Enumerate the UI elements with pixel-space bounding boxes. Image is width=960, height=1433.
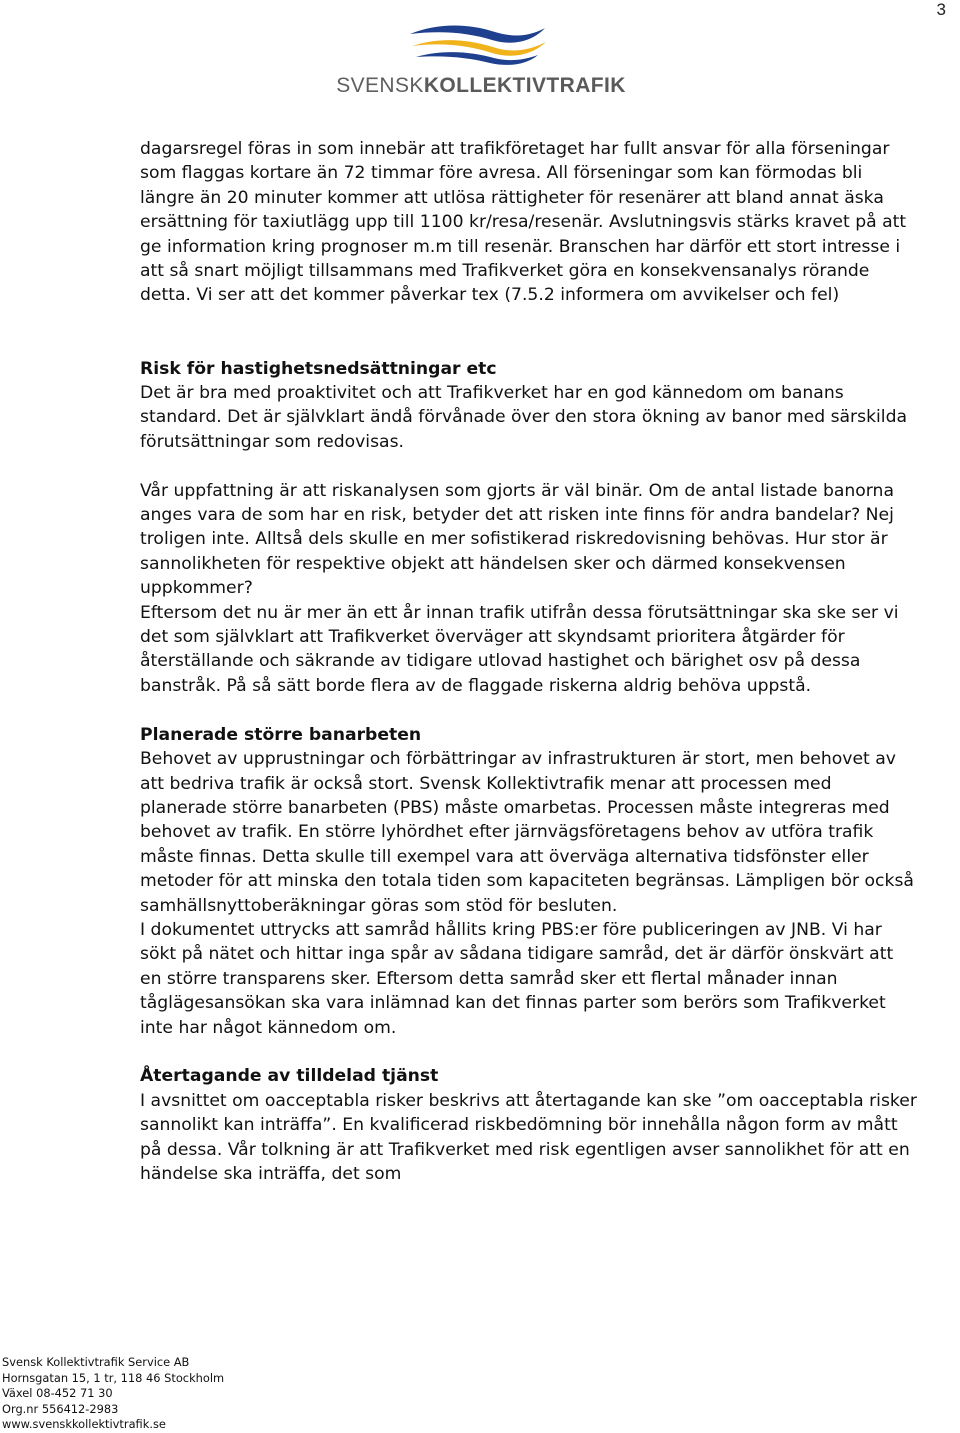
footer <box>2 1355 224 1433</box>
footer-website[interactable]: www.svenskkollektivtrafik.se <box>2 1417 166 1432</box>
page-number: 3 <box>936 0 946 19</box>
paragraph: Eftersom det nu är mer än ett år innan trafik utifrån dessa förutsättningar ska ske ser vi det som självklart att Trafikverket överväger att skyndsamt prioritera åtgärder för återställande och säkrande av tidigare utlovad hastighet och bärighet osv på dessa banstråk. På så sätt borde flera av de flaggade riskerna aldrig behöva uppstå. <box>140 602 899 696</box>
paragraph: I dokumentet uttrycks att samråd hållits kring PBS:er före publiceringen av JNB. Vi har sökt på nätet och hittar inga spår av sådana tidigare samråd, det är därför önskvärt att en större transparens sker. Eftersom detta samråd sker ett flertal månader innan tåglägesansökan ska vara inlämnad kan det finnas parter som berörs som Trafikverket inte har något kännedom om. <box>140 919 894 1038</box>
logo-waves-icon <box>400 18 550 66</box>
letter-body <box>140 137 920 1186</box>
footer-company: Svensk Kollektivtrafik Service AB <box>2 1355 190 1369</box>
logo-text-light: SVENSK <box>336 74 424 97</box>
footer-address: Hornsgatan 15, 1 tr, 118 46 Stockholm <box>2 1370 225 1385</box>
section-heading-risk: Risk för hastighetsnedsättningar etc <box>140 358 497 379</box>
footer-org-nr: Org.nr 556412-2983 <box>2 1401 119 1416</box>
company-logo <box>330 18 632 100</box>
paragraph: Vår uppfattning är att riskanalysen som gjorts är väl binär. Om de antal listade banorna anges vara de som har en risk, betyder det att risken inte finns för andra bandelar? Nej troligen inte. Alltså dels skulle en mer sofistikerad riskredovisning behövas. Hur stor är sannolikheten för respektive objekt att händelsen sker och därmed konsekvensen uppkommer? <box>140 480 894 599</box>
intro-paragraph: dagarsregel föras in som innebär att trafikföretaget har fullt ansvar för alla förseningar som flaggas kortare än 72 timmar före avresa. All förseningar som kan förmodas bli längre än 20 minuter kommer att utlösa rättigheter för resenärer att bland annat äska ersättning för taxiutlägg upp till 1100 kr/resa/resenär. Avslutningsvis stärks kravet på att ge information kring prognoser m.m till resenär. Branschen har därför ett stort intresse i att så snart möjligt tillsammans med Trafikverket göra en konsekvensanalys rörande detta. Vi ser att det kommer påverkar tex (7.5.2 informera om avvikelser och fel) <box>140 139 907 306</box>
paragraph: Behovet av upprustningar och förbättringar av infrastrukturen är stort, men behovet av att bedriva trafik är också stort. Svensk Kollektivtrafik menar att processen med planerade större banarbeten (PBS) måste omarbetas. Processen måste integreras med behovet av trafik. En större lyhördhet efter järnvägsföretagens behov av utföra trafik måste finnas. Detta skulle till exempel vara att överväga alternativa tidsfönster eller metoder för att minska den totala tiden som kapaciteten begränsas. Lämpligen bör också samhällsnyttoberäkningar göras som stöd för besluten. <box>140 749 914 916</box>
section-heading-banarbeten: Planerade större banarbeten <box>140 724 422 745</box>
logo-wordmark <box>330 74 632 98</box>
section-heading-atertagande: Återtagande av tilldelad tjänst <box>140 1066 439 1087</box>
footer-phone: Växel 08-452 71 30 <box>2 1386 113 1401</box>
logo-text-bold: KOLLEKTIVTRAFIK <box>423 74 626 97</box>
paragraph: I avsnittet om oacceptabla risker beskrivs att återtagande kan ske ”om oacceptabla risker sannolikt kan inträffa”. En kvalificerad riskbedömning bör innehålla någon form av mått på dessa. Vår tolkning är att Trafikverket med risk egentligen avser sannolikhet för att en händelse ska inträffa, det som <box>140 1090 917 1184</box>
paragraph: Det är bra med proaktivitet och att Trafikverket har en god kännedom om banans standard. Det är självklart ändå förvånade över den stora ökning av banor med särskilda förutsättningar som redovisas. <box>140 383 908 452</box>
